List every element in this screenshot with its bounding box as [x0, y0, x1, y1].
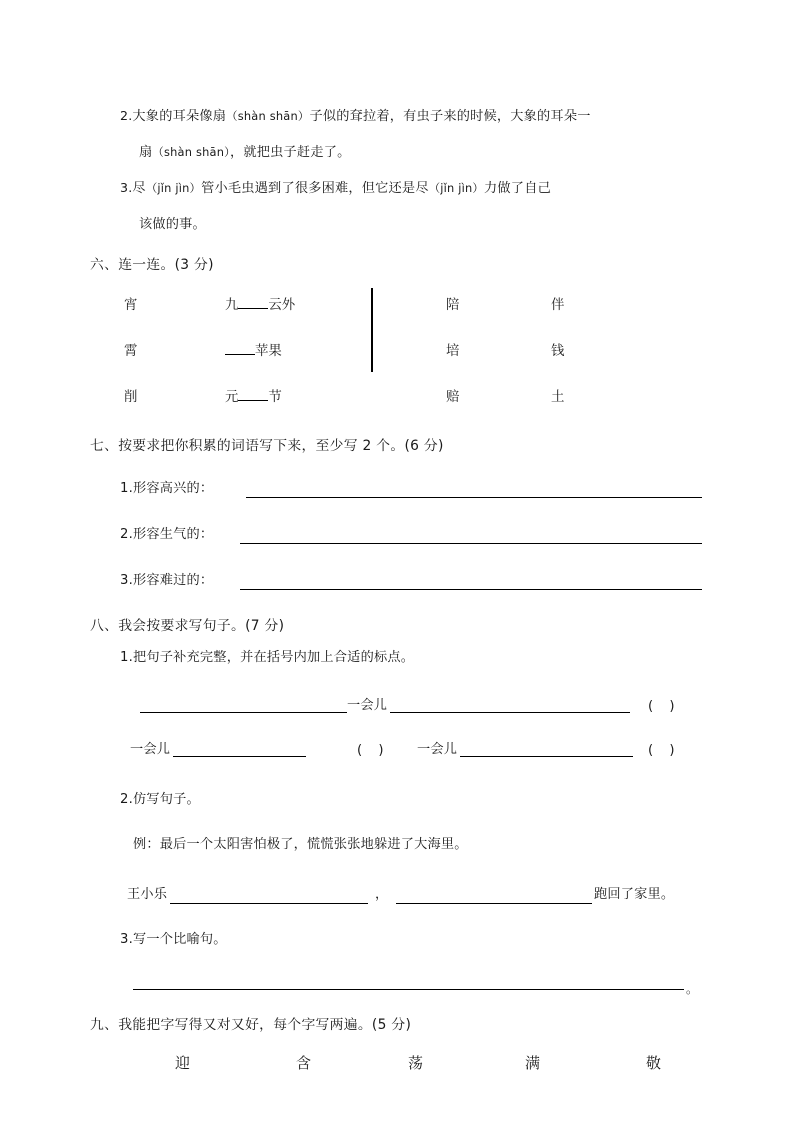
question-3-pinyin-1: （jǐn jìn） — [145, 181, 202, 195]
match-right-col2-0[interactable]: 伴 — [551, 298, 565, 313]
match-right-col1-0[interactable]: 陪 — [446, 298, 460, 313]
question-3-text-a: 尽 — [132, 181, 146, 196]
practice-char-0: 迎 — [175, 1054, 191, 1072]
match-right-col1-1[interactable]: 培 — [446, 344, 460, 359]
question-2-text-a: 大象的耳朵像扇 — [132, 109, 227, 124]
match-right-col2-1[interactable]: 钱 — [551, 344, 565, 359]
section-eight-q3-prompt: 3.写一个比喻句。 — [120, 932, 227, 947]
match-column-divider — [371, 288, 373, 372]
match-phrase-2-blank[interactable] — [238, 400, 268, 401]
q1-row1-blank-b[interactable] — [390, 712, 630, 713]
q2-answer-blank-a[interactable] — [170, 903, 368, 904]
section-seven-heading: 七、按要求把你积累的词语写下来，至少写 2 个。(6 分) — [90, 438, 444, 454]
section-eight-heading: 八、我会按要求写句子。(7 分) — [90, 618, 285, 634]
section-seven-answer-2[interactable] — [240, 589, 702, 590]
match-phrase-0-before: 九 — [225, 298, 239, 313]
question-3-line-1 — [120, 182, 551, 195]
section-seven-item-0-label: 1.形容高兴的： — [120, 481, 214, 496]
match-left-char-2[interactable]: 削 — [124, 390, 138, 405]
section-eight-q2-example: 例：最后一个太阳害怕极了，慌慌张张地躲进了大海里。 — [133, 837, 468, 852]
section-eight-q2-answer-start: 王小乐 — [127, 887, 168, 902]
q1-row2-blank-b[interactable] — [460, 756, 633, 757]
q1-row1-blank-a[interactable] — [140, 712, 347, 713]
section-eight-q1-prompt: 1.把句子补充完整，并在括号内加上合适的标点。 — [120, 650, 415, 665]
match-phrase-2-after: 节 — [268, 390, 282, 405]
section-eight-q2-answer-end: 跑回了家里。 — [594, 887, 675, 902]
q1-row2-paren-a[interactable]: ( ) — [357, 743, 390, 758]
question-3-number: 3. — [120, 180, 133, 195]
section-seven-answer-1[interactable] — [240, 543, 702, 544]
question-2-line-1 — [120, 110, 591, 123]
q1-row2-paren-b[interactable]: ( ) — [648, 743, 681, 758]
question-2-number: 2. — [120, 108, 133, 123]
practice-char-4: 敬 — [646, 1054, 662, 1072]
question-3-text-c: 力做了自己 — [484, 181, 551, 196]
q1-row2-blank-a[interactable] — [173, 756, 306, 757]
q1-row2-text-b: 一会儿 — [417, 742, 458, 757]
q1-row1-middle-text: 一会儿 — [347, 698, 388, 713]
section-eight-q2-prompt: 2.仿写句子。 — [120, 792, 200, 807]
practice-char-1: 含 — [296, 1054, 312, 1072]
q3-answer-blank[interactable] — [133, 989, 684, 990]
section-nine-heading: 九、我能把字写得又对又好，每个字写两遍。(5 分) — [90, 1017, 412, 1033]
question-2-text-c: 扇 — [139, 145, 153, 160]
section-six-heading: 六、连一连。(3 分) — [90, 257, 214, 273]
practice-char-3: 满 — [525, 1054, 541, 1072]
match-right-col2-2[interactable]: 土 — [551, 390, 565, 405]
match-phrase-1-blank[interactable] — [225, 354, 255, 355]
question-3-text-b: 管小毛虫遇到了很多困难，但它还是尽 — [201, 181, 429, 196]
question-2-pinyin-2: （shàn shān） — [152, 145, 230, 159]
q1-row1-paren[interactable]: ( ) — [648, 699, 681, 714]
section-seven-answer-0[interactable] — [246, 497, 702, 498]
practice-char-2: 荡 — [408, 1054, 424, 1072]
question-3-line-2: 该做的事。 — [139, 217, 206, 232]
section-seven-item-2-label: 3.形容难过的： — [120, 573, 214, 588]
match-phrase-2-before: 元 — [225, 390, 239, 405]
question-3-pinyin-2: （jǐn jìn） — [428, 181, 485, 195]
section-seven-item-1-label: 2.形容生气的： — [120, 527, 214, 542]
match-right-col1-2[interactable]: 赔 — [446, 390, 460, 405]
question-2-pinyin-1: （shàn shān） — [226, 109, 310, 123]
question-2-text-b: 子似的耷拉着，有虫子来的时候，大象的耳朵一 — [309, 109, 591, 124]
match-left-phrase-0[interactable] — [225, 294, 295, 313]
question-2-text-d: ，就把虫子赶走了。 — [230, 145, 351, 160]
match-left-phrase-2[interactable] — [225, 386, 282, 405]
match-left-char-0[interactable]: 宵 — [124, 298, 138, 313]
q1-row2-text-a: 一会儿 — [130, 742, 171, 757]
match-phrase-0-after: 云外 — [268, 298, 296, 313]
match-phrase-1-after: 苹果 — [255, 344, 282, 359]
question-2-line-2 — [139, 146, 351, 159]
match-left-phrase-1[interactable] — [225, 340, 282, 359]
q2-answer-blank-b[interactable] — [396, 903, 592, 904]
q3-period: 。 — [686, 982, 699, 996]
q2-answer-comma: ， — [375, 887, 389, 902]
match-phrase-0-blank[interactable] — [238, 308, 268, 309]
match-left-char-1[interactable]: 霄 — [124, 344, 138, 359]
